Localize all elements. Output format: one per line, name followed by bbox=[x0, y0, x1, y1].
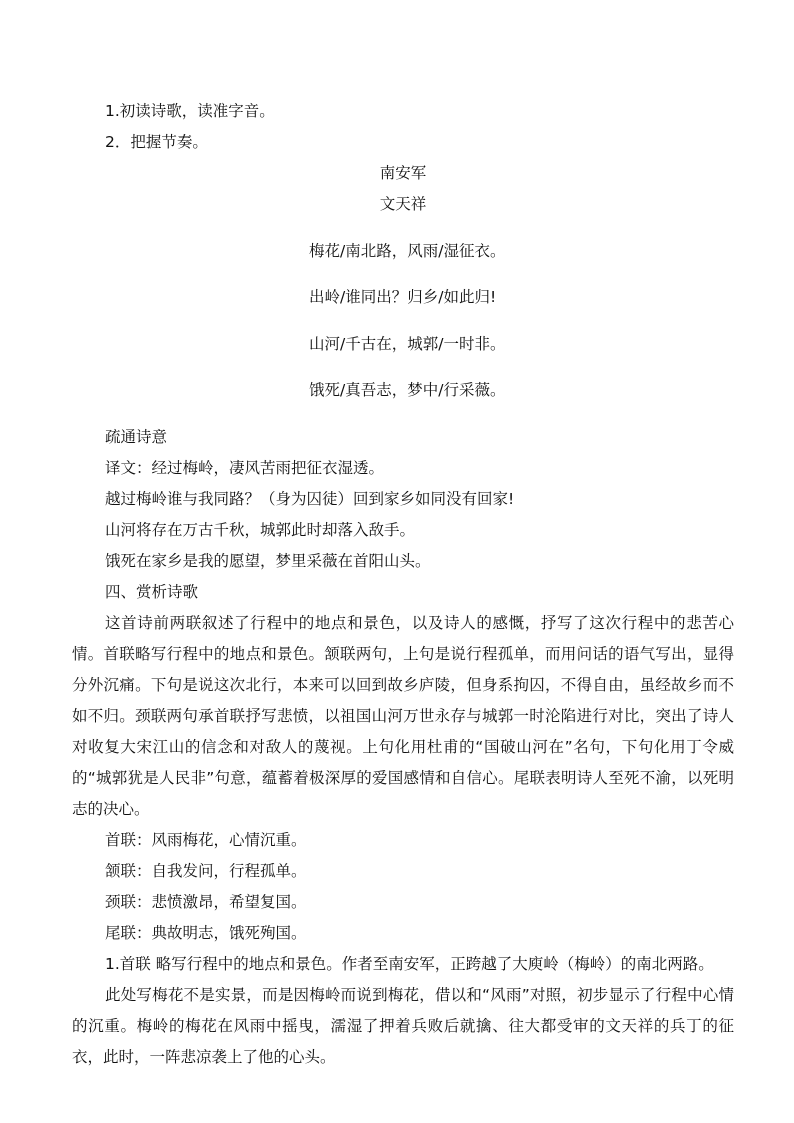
reading-step-1: 1.初读诗歌，读准字音。 bbox=[105, 102, 275, 120]
translation-line: 山河将存在万古千秋，城郭此时却落入敌手。 bbox=[105, 520, 416, 539]
translation-line: 饿死在家乡是我的愿望，梦里采薇在首阳山头。 bbox=[105, 551, 431, 570]
summary-line: 颔联：自我发问，行程孤单。 bbox=[105, 861, 307, 880]
poem-line: 饿死/真吾志，梦中/行采薇。 bbox=[309, 381, 506, 399]
summary-line: 颈联：悲愤激昂，希望复国。 bbox=[105, 892, 307, 911]
point-1-paragraph: 此处写梅花不是实景，而是因梅岭而说到梅花，借以和“风雨”对照，初步显示了行程中心情的沉重。梅岭的梅花在风雨中摇曳，濡湿了押着兵败后就擒、往大都受审的文天祥的兵丁的征衣，此时，一阵悲凉袭上了他的心头。 bbox=[72, 985, 734, 1066]
summary-line: 尾联：典故明志，饿死殉国。 bbox=[105, 923, 307, 942]
translation-line: 越过梅岭谁与我同路？（身为囚徒）回到家乡如同没有回家! bbox=[105, 489, 515, 508]
poem-line: 山河/千古在，城郭/一时非。 bbox=[309, 334, 506, 353]
summary-line: 首联：风雨梅花，心情沉重。 bbox=[105, 830, 307, 849]
point-1-heading: 1.首联 略写行程中的地点和景色。作者至南安军，正跨越了大庾岭（梅岭）的南北两路。 bbox=[105, 954, 714, 973]
poem-author: 文天祥 bbox=[379, 195, 427, 213]
poem-block bbox=[72, 158, 734, 406]
analysis-paragraph: 这首诗前两联叙述了行程中的地点和景色，以及诗人的感慨，抒写了这次行程中的悲苦心情。首联略写行程中的地点和景色。颔联两句，上句是说行程孤单，而用问话的语气写出，显得分外沉痛。下句是说这次北行，本来可以回到故乡庐陵，但身系拘囚，不得自由，虽经故乡而不如不归。颈联两句承首联抒写悲愤，以祖国山河万世永存与城郭一时沦陷进行对比，突出了诗人对收复大宋江山的信念和对敌人的蔑视。上句化用杜甫的“国破山河在”名句，下句化用丁令威的“城郭犹是人民非”句意，蕴蓄着极深厚的爱国感情和自信心。尾联表明诗人至死不渝，以死明志的决心。 bbox=[72, 613, 734, 818]
poem-title: 南安军 bbox=[379, 164, 427, 182]
interpretation-heading: 疏通诗意 bbox=[105, 427, 168, 446]
poem-line: 梅花/南北路，风雨/湿征衣。 bbox=[309, 241, 506, 260]
poem-line: 出岭/谁同出？归乡/如此归! bbox=[309, 288, 497, 306]
translation-line: 译文：经过梅岭，凄风苦雨把征衣湿透。 bbox=[105, 458, 385, 477]
analysis-heading: 四、赏析诗歌 bbox=[105, 582, 199, 601]
reading-step-2: 2．把握节奏。 bbox=[105, 133, 208, 151]
